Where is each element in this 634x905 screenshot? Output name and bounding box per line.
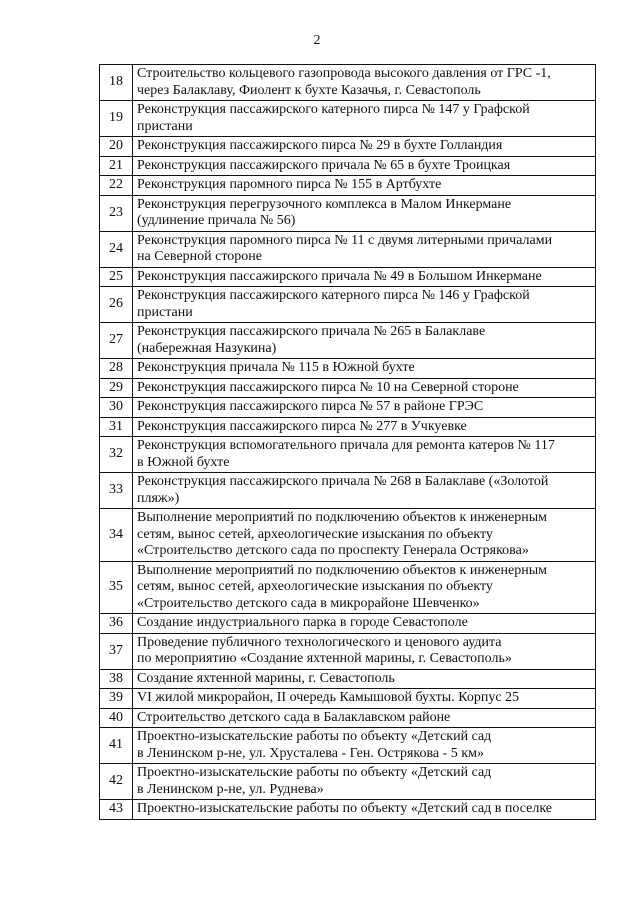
objects-table — [99, 64, 596, 820]
row-number: 39 — [100, 689, 133, 709]
row-description — [133, 417, 596, 437]
row-number: 20 — [100, 137, 133, 157]
row-description — [133, 378, 596, 398]
description-line: Реконструкция пассажирского пирса № 277 в Учкуевке — [137, 418, 467, 434]
description-line: через Балаклаву, Фиолент к бухте Казачья, г. Севастополь — [137, 82, 481, 98]
table-row — [100, 267, 596, 287]
description-line: Проектно-изыскательские работы по объекту «Детский сад — [137, 765, 492, 780]
row-description — [133, 764, 596, 800]
table-row — [100, 359, 596, 379]
table-row — [100, 176, 596, 196]
row-number: 32 — [100, 437, 133, 473]
description-line: в Южной бухте — [137, 454, 230, 470]
row-description — [133, 101, 596, 137]
row-description — [133, 509, 596, 562]
row-number: 27 — [100, 323, 133, 359]
row-description — [133, 437, 596, 473]
row-description — [133, 800, 596, 820]
description-line: Реконструкция пассажирского пирса № 57 в районе ГРЭС — [137, 399, 484, 414]
row-number: 31 — [100, 417, 133, 437]
description-line: сетям, вынос сетей, археологические изыскания по объекту — [137, 579, 493, 594]
table-row — [100, 156, 596, 176]
row-description — [133, 359, 596, 379]
row-description — [133, 65, 596, 101]
row-number: 35 — [100, 561, 133, 614]
row-number: 19 — [100, 101, 133, 137]
row-number: 36 — [100, 614, 133, 634]
row-number: 28 — [100, 359, 133, 379]
row-description — [133, 176, 596, 196]
description-line: Реконструкция паромного пирса № 155 в Артбухте — [137, 177, 442, 192]
row-description — [133, 195, 596, 231]
row-description — [133, 669, 596, 689]
description-line: Реконструкция пассажирского катерного пирса № 147 у Графской — [137, 102, 530, 117]
description-line: Реконструкция перегрузочного комплекса в Малом Инкермане — [137, 196, 512, 212]
row-number: 23 — [100, 195, 133, 231]
row-description — [133, 156, 596, 176]
description-line: на Северной стороне — [137, 249, 263, 264]
description-line: Строительство кольцевого газопровода высокого давления от ГРС -1, — [137, 66, 551, 81]
table-row — [100, 669, 596, 689]
description-line: «Строительство детского сада в микрорайоне Шевченко» — [137, 595, 480, 611]
description-line: Реконструкция пассажирского катерного пирса № 146 у Графской — [137, 288, 530, 303]
table-row — [100, 728, 596, 764]
row-number: 18 — [100, 65, 133, 101]
description-line: пристани — [137, 118, 193, 134]
table-row — [100, 398, 596, 418]
description-line: «Строительство детского сада по проспекту Генерала Острякова» — [137, 543, 529, 558]
description-line: сетям, вынос сетей, археологические изыскания по объекту — [137, 526, 493, 542]
table-row — [100, 231, 596, 267]
description-line: Проектно-изыскательские работы по объекту «Детский сад в поселке — [137, 801, 552, 816]
row-description — [133, 614, 596, 634]
description-line: Реконструкция пассажирского причала № 268 в Балаклаве («Золотой — [137, 474, 549, 489]
description-line: в Ленинском р-не, ул. Хрусталева - Ген. Острякова - 5 км» — [137, 745, 484, 761]
row-number: 33 — [100, 473, 133, 509]
row-number: 22 — [100, 176, 133, 196]
description-line: Выполнение мероприятий по подключению объектов к инженерным — [137, 510, 547, 525]
row-number: 41 — [100, 728, 133, 764]
row-number: 43 — [100, 800, 133, 820]
row-description — [133, 633, 596, 669]
table-row — [100, 195, 596, 231]
row-number: 24 — [100, 231, 133, 267]
table-row — [100, 437, 596, 473]
description-line: Реконструкция пассажирского причала № 265 в Балаклаве — [137, 324, 486, 339]
row-description — [133, 137, 596, 157]
table-row — [100, 65, 596, 101]
description-line: Создание индустриального парка в городе Севастополе — [137, 615, 468, 630]
description-line: Проведение публичного технологического и ценового аудита — [137, 634, 502, 650]
table-row — [100, 764, 596, 800]
row-description — [133, 561, 596, 614]
table-row — [100, 378, 596, 398]
description-line: Реконструкция пассажирского причала № 49 в Большом Инкермане — [137, 268, 542, 284]
table-row — [100, 101, 596, 137]
description-line: в Ленинском р-не, ул. Руднева» — [137, 781, 324, 797]
row-description — [133, 267, 596, 287]
table-row — [100, 323, 596, 359]
row-description — [133, 708, 596, 728]
table-row — [100, 708, 596, 728]
row-number: 34 — [100, 509, 133, 562]
table-body — [100, 65, 596, 820]
table-row — [100, 509, 596, 562]
row-number: 42 — [100, 764, 133, 800]
table-row — [100, 287, 596, 323]
row-number: 26 — [100, 287, 133, 323]
table-row — [100, 689, 596, 709]
row-description — [133, 689, 596, 709]
row-number: 29 — [100, 378, 133, 398]
table-row — [100, 614, 596, 634]
description-line: Реконструкция причала № 115 в Южной бухте — [137, 360, 415, 375]
table-row — [100, 633, 596, 669]
table-row — [100, 561, 596, 614]
description-line: по мероприятию «Создание яхтенной марины, г. Севастополь» — [137, 651, 512, 666]
description-line: (набережная Назукина) — [137, 340, 277, 356]
description-line: Реконструкция паромного пирса № 11 с двумя литерными причалами — [137, 232, 553, 248]
row-description — [133, 287, 596, 323]
description-line: Реконструкция пассажирского причала № 65 в бухте Троицкая — [137, 157, 511, 173]
description-line: пристани — [137, 304, 193, 320]
table-row — [100, 800, 596, 820]
row-description — [133, 473, 596, 509]
row-description — [133, 398, 596, 418]
row-description — [133, 231, 596, 267]
row-number: 30 — [100, 398, 133, 418]
row-description — [133, 323, 596, 359]
row-number: 40 — [100, 708, 133, 728]
description-line: Строительство детского сада в Балаклавском районе — [137, 709, 451, 725]
description-line: Выполнение мероприятий по подключению объектов к инженерным — [137, 562, 547, 578]
row-number: 38 — [100, 669, 133, 689]
description-line: пляж») — [137, 490, 180, 506]
description-line: Реконструкция вспомогательного причала для ремонта катеров № 117 — [137, 438, 555, 453]
description-line: Создание яхтенной марины, г. Севастополь — [137, 670, 395, 686]
row-description — [133, 728, 596, 764]
table-row — [100, 473, 596, 509]
row-number: 25 — [100, 267, 133, 287]
row-number: 37 — [100, 633, 133, 669]
description-line: Реконструкция пассажирского пирса № 29 в бухте Голландия — [137, 138, 503, 153]
description-line: (удлинение причала № 56) — [137, 213, 296, 228]
row-number: 21 — [100, 156, 133, 176]
table-row — [100, 137, 596, 157]
description-line: Реконструкция пассажирского пирса № 10 на Северной стороне — [137, 379, 519, 395]
description-line: Проектно-изыскательские работы по объекту «Детский сад — [137, 729, 492, 744]
page-number: 2 — [313, 33, 321, 48]
table-row — [100, 417, 596, 437]
description-line: VI жилой микрорайон, II очередь Камышовой бухты. Корпус 25 — [137, 690, 520, 705]
